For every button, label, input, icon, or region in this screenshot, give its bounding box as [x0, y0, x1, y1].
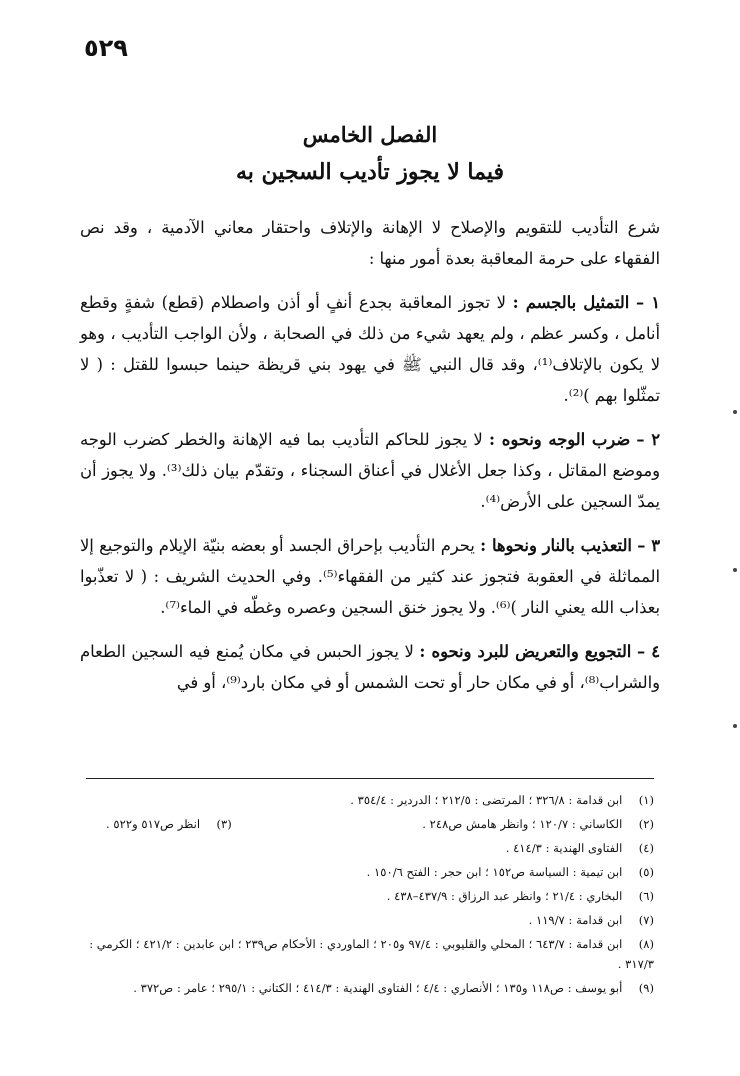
- item-text: يحرم التأديب بإحراق الجسد أو بعضه بنيّة الإيلام والتوجيع إلا المماثلة في العقوبة فتجوز عند كثير من الفقهاء⁽⁵⁾. وفي الحديث الشريف : ( لا تعذّبوا بعذاب الله يعني النار )⁽⁶⁾. ولا يجوز خنق السجين وعصره وغطّه في الماء⁽⁷⁾.: [80, 536, 661, 617]
- page-number: ٥٢٩: [84, 34, 128, 62]
- margin-mark: [733, 724, 737, 728]
- item-number: ١ –: [635, 293, 661, 312]
- item-text: لا يجوز للحاكم التأديب بما فيه الإهانة والخطر كضرب الوجه وموضع المقاتل ، وكذا جعل الأغلال في أعناق السجناء ، وتقدّم بيان ذلك⁽³⁾. ولا يجوز أن يمدّ السجين على الأرض⁽⁴⁾.: [80, 430, 660, 511]
- footnote: [86, 910, 654, 930]
- footnote-divider: [86, 778, 654, 779]
- footnote: [86, 934, 654, 974]
- footnotes: [86, 790, 654, 1002]
- footnote-text: البخاري : ٢١/٤ ؛ وانظر عبد الرزاق : ٤٣٧/٩–٤٣٨ .: [386, 889, 623, 903]
- footnote: [86, 838, 654, 858]
- footnote: [86, 978, 654, 998]
- list-item: [80, 287, 660, 411]
- footnote-number: (٤): [638, 841, 654, 855]
- footnote-number: (٦): [638, 889, 654, 903]
- footnote-text: أبو يوسف : ص١١٨ و١٣٥ ؛ الأنصاري : ٤/٤ ؛ الفتاوى الهندية : ٤١٤/٣ ؛ الكتاني : ٢٩٥/١ ؛ عامر : ص٣٧٢ .: [133, 981, 623, 995]
- item-heading: التعذيب بالنار ونحوها :: [480, 536, 632, 555]
- chapter-label: الفصل الخامس: [302, 122, 438, 147]
- footnote-number: (٧): [638, 913, 654, 927]
- item-number: ٤ –: [636, 642, 660, 661]
- footnote-number: (٨): [638, 937, 654, 951]
- footnote-text: الفتاوى الهندية : ٤١٤/٣ .: [505, 841, 623, 855]
- footnote-number: (٥): [638, 865, 654, 879]
- footnote: [86, 790, 654, 810]
- footnote-text: انظر ص٥١٧ و٥٢٢ .: [106, 817, 201, 831]
- footnote-text: ابن قدامة : ١١٩/٧ .: [528, 913, 623, 927]
- footnote-text: ابن قدامة : ٦٤٣/٧ ؛ المحلي والقليوبي : ٩٧/٤ و٢٠٥ ؛ الماوردي : الأحكام ص٢٣٩ ؛ ابن عابدين : ٤٢١/٢ ؛ الكرمي : ٣١٧/٣ .: [89, 937, 654, 971]
- list-item: [80, 424, 660, 517]
- chapter-heading: [80, 120, 660, 188]
- chapter-title: فيما لا يجوز تأديب السجين به: [235, 159, 505, 185]
- main-text: [80, 212, 660, 711]
- footnote: [86, 886, 654, 906]
- margin-mark: [733, 410, 737, 414]
- item-heading: ضرب الوجه ونحوه :: [489, 430, 631, 449]
- footnote: [86, 814, 654, 834]
- margin-mark: [733, 568, 737, 572]
- list-item: [80, 636, 660, 698]
- item-text: لا تجوز المعاقبة بجدع أنفٍ أو أذن واصطلام (قطع) شفةٍ وقطع أنامل ، وكسر عظم ، ولم يعهد شيء من ذلك في الصحابة ، ولأن الواجب التأديب ، وهو لا يكون بالإتلاف⁽¹⁾، وقد قال النبي ﷺ في يهود بني قريظة حينما حبسوا للقتل : ( لا تمثّلوا بهم )⁽²⁾.: [80, 293, 660, 405]
- item-number: ٢ –: [636, 430, 660, 449]
- item-heading: التمثيل بالجسم :: [512, 293, 630, 312]
- footnote-text: ابن قدامة : ٣٢٦/٨ ؛ المرتضى : ٢١٢/٥ ؛ الدردير : ٣٥٤/٤ .: [350, 793, 623, 807]
- item-number: ٣ –: [637, 536, 660, 555]
- list-item: [80, 530, 660, 623]
- item-text: لا يجوز الحبس في مكان يُمنع فيه السجين الطعام والشراب⁽⁸⁾، أو في مكان حار أو تحت الشمس أو في مكان بارد⁽⁹⁾، أو في: [80, 642, 660, 692]
- footnote-text: الكاساني : ١٢٠/٧ ؛ وانظر هامش ص٢٤٨ .: [422, 817, 623, 831]
- footnote-number: (٩): [638, 981, 654, 995]
- footnote-text: ابن تيمية : السياسة ص١٥٢ ؛ ابن حجر : الفتح ١٥٠/٦ .: [366, 865, 623, 879]
- intro-paragraph: شرع التأديب للتقويم والإصلاح لا الإهانة والإتلاف واحتقار معاني الآدمية ، وقد نص الفقهاء على حرمة المعاقبة بعدة أمور منها :: [80, 218, 660, 268]
- footnote-number: (١): [638, 793, 654, 807]
- footnote-number: (٣): [216, 817, 232, 831]
- item-heading: التجويع والتعريض للبرد ونحوه :: [419, 642, 632, 661]
- footnote: [86, 862, 654, 882]
- footnote-number: (٢): [638, 817, 654, 831]
